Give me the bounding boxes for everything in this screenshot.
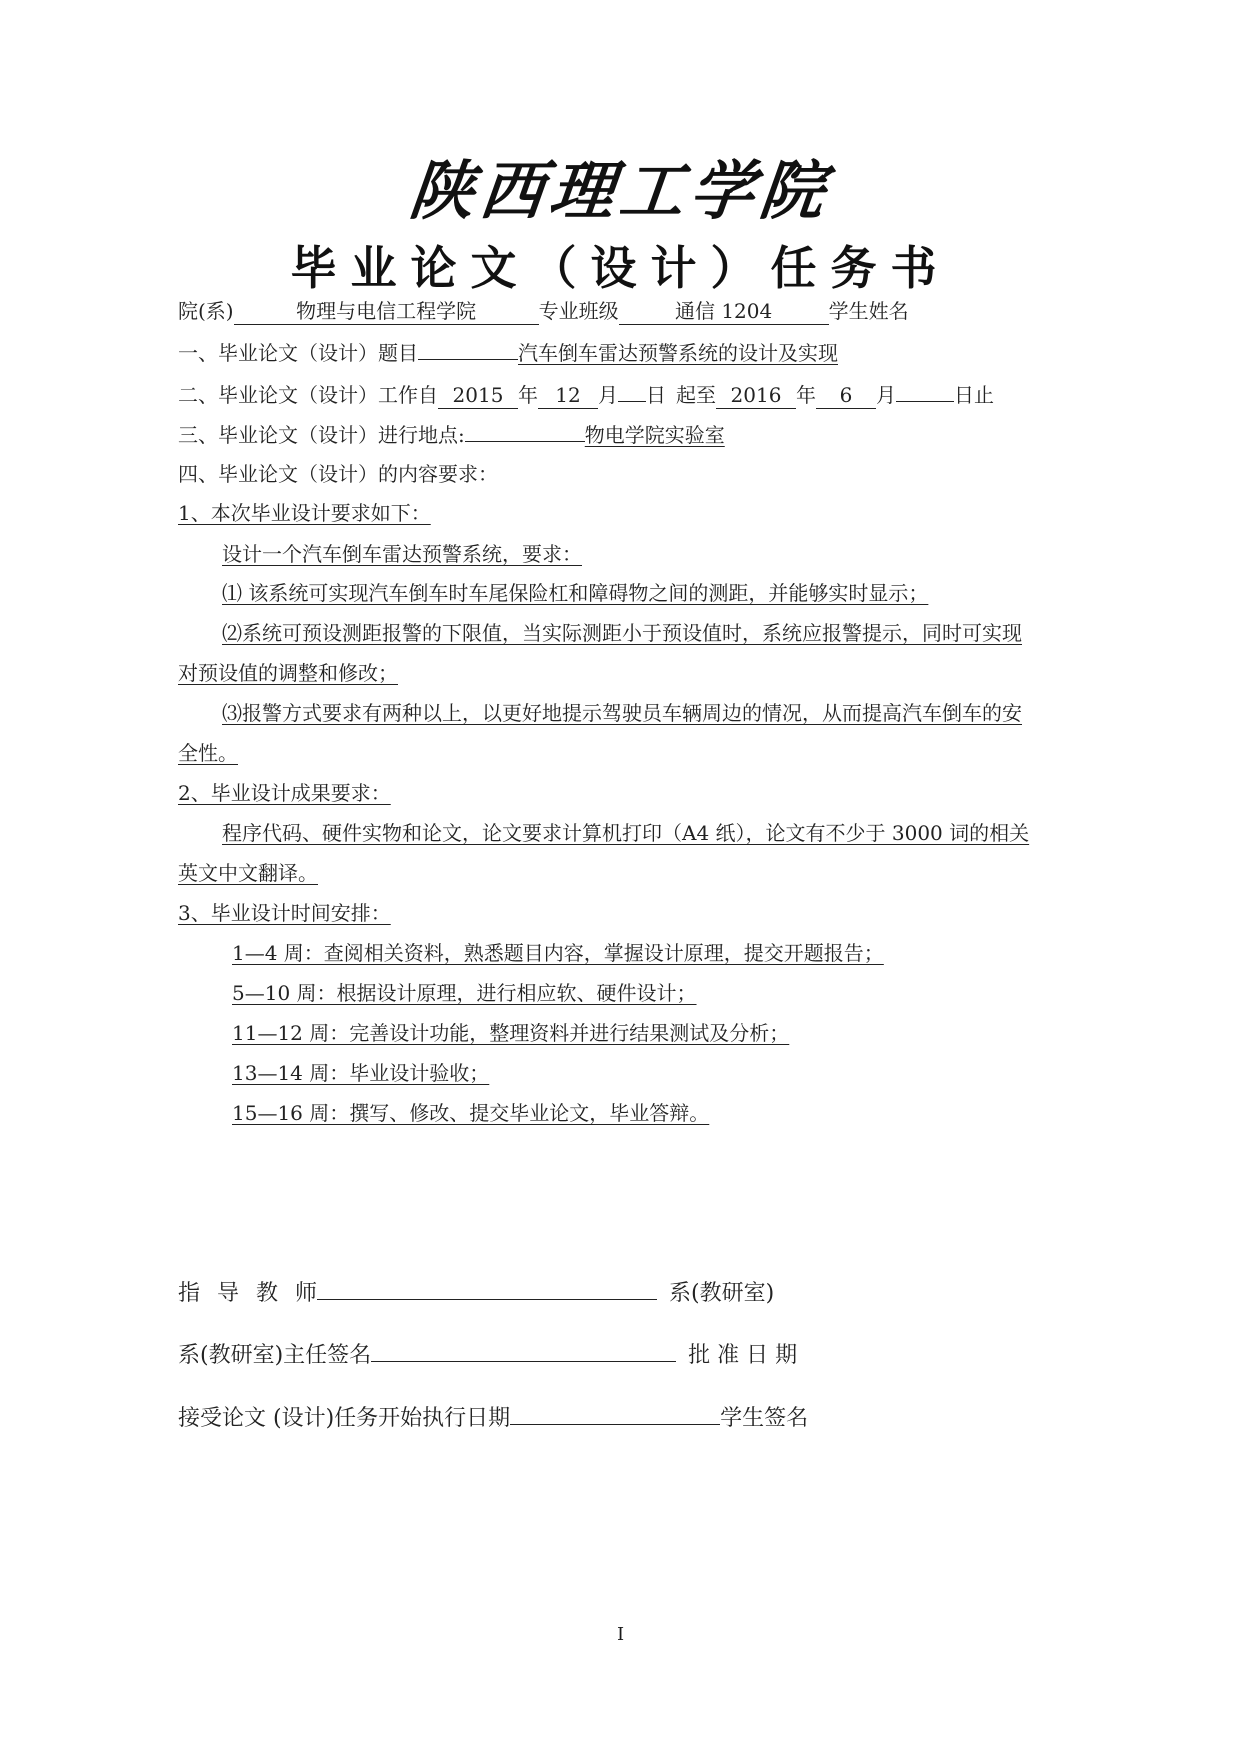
day-end-char: 日止 bbox=[954, 383, 994, 407]
schedule-text: 11—12 周：完善设计功能，整理资料并进行结果测试及分析； bbox=[232, 1021, 790, 1045]
page-number: I bbox=[616, 1624, 625, 1645]
advisor-label: 指 导 教 师 bbox=[178, 1281, 317, 1306]
dept-label: 院(系) bbox=[178, 299, 234, 323]
req1-title: 1、本次毕业设计要求如下： bbox=[178, 501, 431, 525]
topic-blank bbox=[418, 339, 518, 360]
year-char-2: 年 bbox=[796, 383, 816, 407]
document-title: 毕业论文（设计）任务书 bbox=[290, 241, 951, 295]
topic-label: 一、毕业论文（设计）题目 bbox=[178, 341, 418, 365]
schedule-text: 5—10 周：根据设计原理，进行相应软、硬件设计； bbox=[232, 981, 697, 1005]
year-char: 年 bbox=[518, 383, 538, 407]
director-label: 系(教研室)主任签名 bbox=[178, 1343, 372, 1368]
end-month: 6 bbox=[816, 382, 876, 409]
start-year: 2015 bbox=[438, 382, 518, 409]
class-value: 通信 1204 bbox=[619, 298, 829, 325]
section-topic bbox=[178, 339, 838, 366]
section-location bbox=[178, 421, 725, 448]
req1-item-c-line2: 全性。 bbox=[178, 741, 238, 765]
req1-item-a bbox=[178, 580, 928, 606]
location-value: 物电学院实验室 bbox=[584, 423, 725, 447]
director-signature-field[interactable] bbox=[371, 1337, 676, 1362]
start-day-blank bbox=[618, 381, 646, 402]
end-day-blank bbox=[896, 381, 954, 402]
month-char-2: 月 bbox=[876, 383, 896, 407]
until-label: 起至 bbox=[676, 383, 716, 407]
period-label: 二、毕业论文（设计）工作自 bbox=[178, 383, 438, 407]
req1-intro-text: 设计一个汽车倒车雷达预警系统，要求： bbox=[222, 542, 582, 566]
req1-item-b-line2: 对预设值的调整和修改； bbox=[178, 661, 398, 685]
section-period bbox=[178, 381, 994, 409]
director-signature-row bbox=[178, 1337, 797, 1370]
location-label: 三、毕业论文（设计）进行地点: bbox=[178, 423, 465, 447]
accept-label: 接受论文 (设计)任务开始执行日期 bbox=[178, 1406, 511, 1431]
schedule-item bbox=[178, 940, 884, 966]
req2-body-line1 bbox=[178, 820, 1029, 846]
schedule-item bbox=[178, 980, 697, 1006]
start-month: 12 bbox=[538, 382, 598, 409]
schedule-item bbox=[178, 1100, 709, 1126]
student-name-label: 学生姓名 bbox=[828, 299, 909, 323]
location-blank bbox=[465, 421, 585, 442]
schedule-item bbox=[178, 1060, 489, 1086]
schedule-item bbox=[178, 1020, 789, 1046]
accept-date-field[interactable] bbox=[510, 1400, 720, 1425]
req3-title: 3、毕业设计时间安排： bbox=[178, 901, 391, 925]
topic-value: 汽车倒车雷达预警系统的设计及实现 bbox=[518, 341, 838, 365]
req2-title: 2、毕业设计成果要求： bbox=[178, 781, 391, 805]
advisor-signature-row bbox=[178, 1275, 774, 1308]
day-char: 日 bbox=[646, 383, 666, 407]
advisor-signature-field[interactable] bbox=[317, 1275, 657, 1300]
schedule-text: 15—16 周：撰写、修改、提交毕业论文，毕业答辩。 bbox=[232, 1101, 710, 1125]
month-char: 月 bbox=[598, 383, 618, 407]
schedule-text: 1—4 周：查阅相关资料，熟悉题目内容，掌握设计原理，提交开题报告； bbox=[232, 941, 884, 965]
req1-item-c-text1: ⑶报警方式要求有两种以上，以更好地提示驾驶员车辆周边的情况，从而提高汽车倒车的安 bbox=[222, 701, 1022, 725]
req1-item-b-text1: ⑵系统可预设测距报警的下限值，当实际测距小于预设值时，系统应报警提示，同时可实现 bbox=[222, 621, 1022, 645]
section-content-label: 四、毕业论文（设计）的内容要求： bbox=[178, 462, 498, 486]
req1-intro bbox=[178, 541, 582, 567]
req1-item-b-line1 bbox=[178, 620, 1022, 646]
schedule-text: 13—14 周：毕业设计验收； bbox=[232, 1061, 490, 1085]
dept-value: 物理与电信工程学院 bbox=[234, 298, 539, 325]
info-line bbox=[178, 298, 909, 325]
class-label: 专业班级 bbox=[538, 299, 619, 323]
req1-item-a-text: ⑴ 该系统可实现汽车倒车时车尾保险杠和障碍物之间的测距，并能够实时显示； bbox=[222, 581, 929, 605]
end-year: 2016 bbox=[716, 382, 796, 409]
accept-signature-row bbox=[178, 1400, 808, 1433]
student-signature-label: 学生签名 bbox=[720, 1406, 809, 1431]
advisor-dept-label: 系(教研室) bbox=[668, 1281, 775, 1306]
req2-body-line2: 英文中文翻译。 bbox=[178, 861, 318, 885]
req1-item-c-line1 bbox=[178, 700, 1022, 726]
approve-date-label: 批 准 日 期 bbox=[688, 1343, 798, 1368]
req2-body-text1: 程序代码、硬件实物和论文，论文要求计算机打印（A4 纸），论文有不少于 3000 词的相关 bbox=[222, 821, 1030, 845]
university-name: 陕西理工学院 bbox=[405, 154, 834, 229]
